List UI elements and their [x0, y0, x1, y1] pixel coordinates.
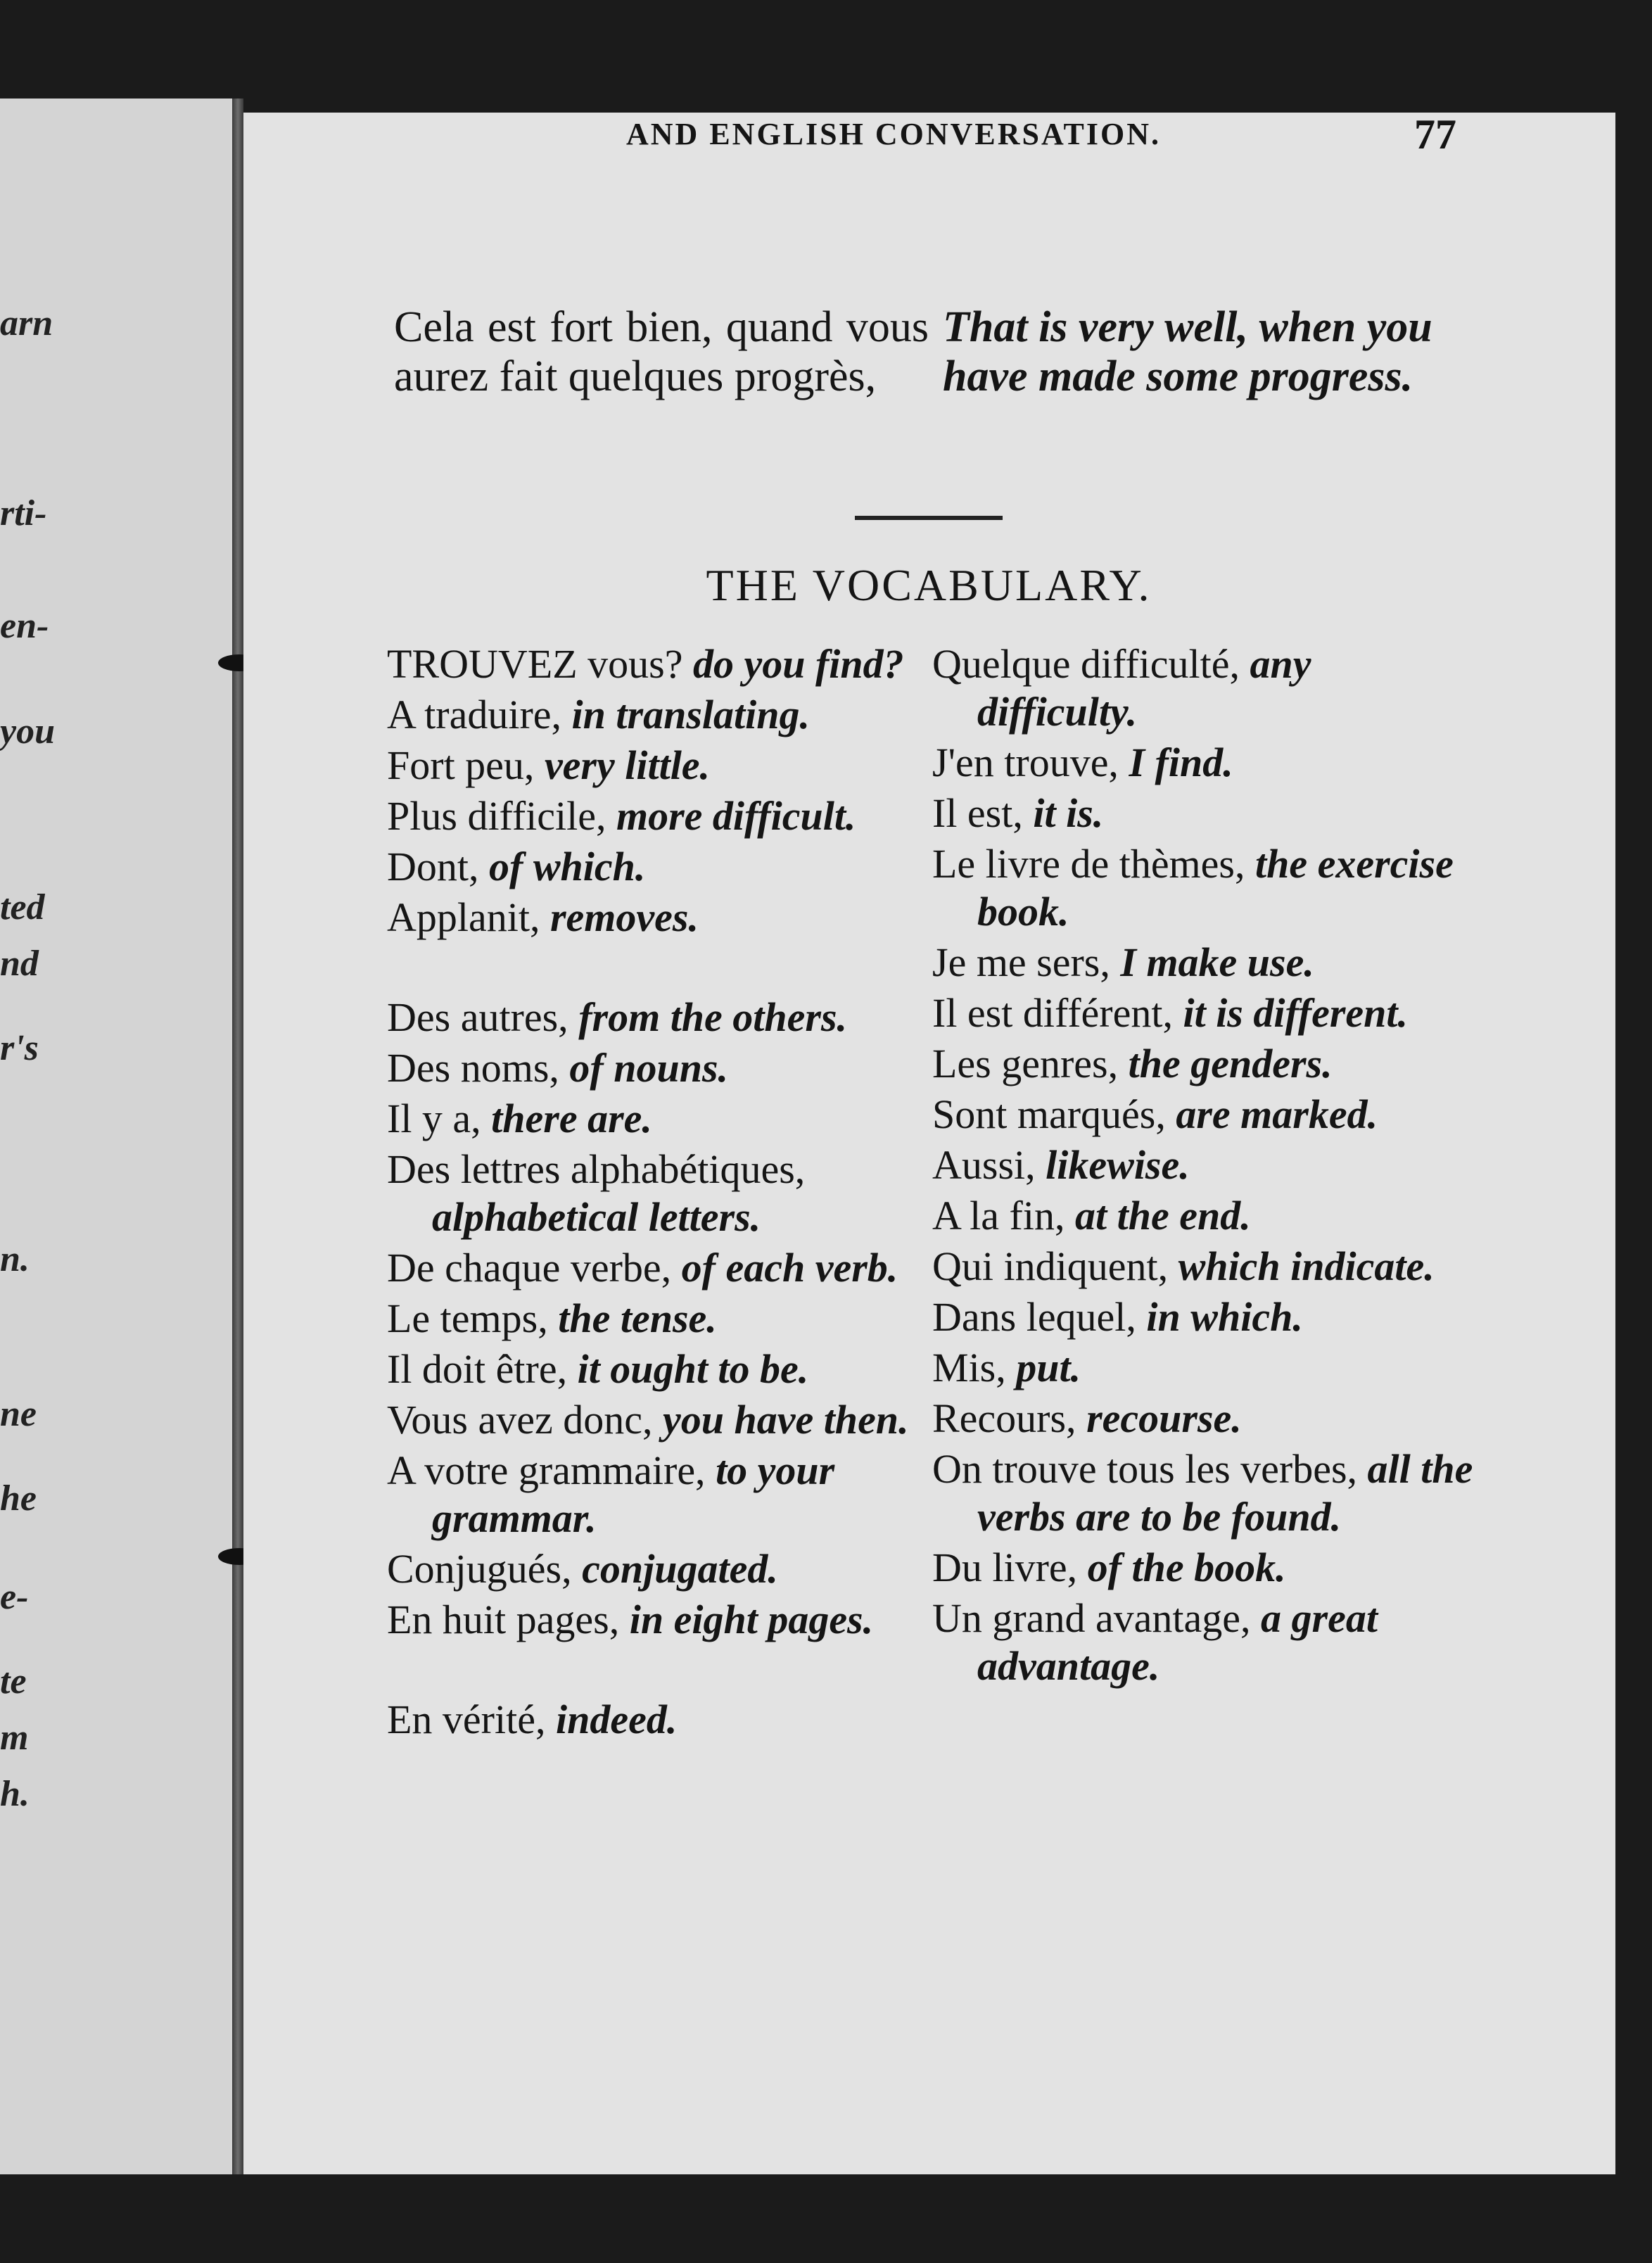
vocab-entry [932, 1344, 1481, 1392]
vocab-french: Recours, [932, 1395, 1076, 1441]
vocab-french: Mis, [932, 1345, 1006, 1390]
vocab-english: it is. [1033, 790, 1104, 836]
vocab-french: A la fin, [932, 1193, 1065, 1238]
vocab-english: more difficult. [616, 793, 856, 839]
vocab-english: conjugated. [582, 1546, 778, 1592]
vocab-english: of which. [489, 844, 646, 889]
vocab-entry [932, 939, 1481, 987]
vocab-french: Quelque difficulté, [932, 641, 1240, 687]
previous-page-text-fragment: he [0, 1478, 37, 1519]
vocab-entry [387, 1244, 936, 1292]
vocab-english: indeed. [555, 1697, 678, 1742]
vocab-english: there are. [491, 1096, 652, 1141]
vocab-french: Des lettres alphabétiques, [387, 1146, 806, 1192]
vocab-entry [387, 742, 936, 790]
page-number: 77 [1414, 111, 1456, 158]
vocab-french: Applanit, [387, 894, 540, 940]
entry-gap [387, 1647, 936, 1696]
vocab-entry [387, 1545, 936, 1593]
previous-page-text-fragment: you [0, 711, 55, 752]
previous-page-text-fragment: en- [0, 606, 49, 646]
vocab-entry [932, 989, 1481, 1037]
vocab-english: recourse. [1086, 1395, 1242, 1441]
vocab-entry [387, 1396, 936, 1444]
vocab-french: Sont marqués, [932, 1091, 1166, 1137]
vocab-english: you have then. [662, 1397, 909, 1443]
vocab-french: Il y a, [387, 1096, 481, 1141]
vocab-entry [932, 1141, 1481, 1189]
vocab-english: a great advantage. [977, 1595, 1378, 1689]
vocab-english: it ought to be. [577, 1346, 809, 1392]
intro-english: That is very well, when you have made some progress. [943, 303, 1432, 400]
vocab-french: Dans lequel, [932, 1294, 1136, 1340]
previous-page-text-fragment: te [0, 1661, 27, 1701]
previous-page-text-fragment: n. [0, 1239, 30, 1279]
previous-page-text-fragment: ted [0, 887, 45, 927]
vocab-entry [387, 1345, 936, 1393]
vocab-french: Je me sers, [932, 939, 1110, 985]
vocab-french: Conjugués, [387, 1546, 572, 1592]
vocabulary-column-left [387, 640, 936, 1747]
vocab-entry [932, 640, 1481, 736]
vocab-english: at the end. [1074, 1193, 1251, 1238]
vocab-english: removes. [549, 894, 699, 940]
vocab-french: Il est différent, [932, 990, 1173, 1036]
vocab-french: Des noms, [387, 1045, 559, 1091]
vocab-french: Qui indiquent, [932, 1243, 1169, 1289]
vocab-entry [387, 640, 936, 688]
vocab-entry [387, 994, 936, 1041]
vocab-english: the genders. [1128, 1041, 1333, 1086]
intro-french: Cela est fort bien, quand vous aurez fait quelques progrès, [394, 303, 929, 400]
vocab-entry [387, 894, 936, 942]
vocab-english: in translating. [571, 692, 811, 737]
vocab-entry [387, 1044, 936, 1092]
intro-passage [394, 303, 1470, 464]
previous-page-text-fragment: e- [0, 1577, 29, 1617]
vocab-french: J'en trouve, [932, 740, 1119, 785]
vocab-english: alphabetical letters. [432, 1194, 761, 1240]
vocabulary-column-right [932, 640, 1481, 1693]
vocab-entry [932, 1091, 1481, 1139]
vocab-english: very little. [544, 742, 711, 788]
vocab-entry [387, 1146, 936, 1241]
vocab-french: Plus difficile, [387, 793, 606, 839]
vocab-english: in eight pages. [629, 1597, 874, 1642]
vocab-english: the exercise book. [977, 841, 1454, 934]
previous-page-edge [0, 99, 239, 2174]
vocab-entry [932, 1395, 1481, 1443]
vocab-english: the tense. [558, 1295, 717, 1341]
vocab-french: Le temps, [387, 1295, 548, 1341]
running-head: AND ENGLISH CONVERSATION. [626, 117, 1161, 151]
previous-page-text-fragment: nd [0, 944, 39, 984]
vocab-entry [932, 1192, 1481, 1240]
vocab-french: On trouve tous les verbes, [932, 1446, 1358, 1492]
vocab-french: En huit pages, [387, 1597, 620, 1642]
page-header [380, 111, 1478, 179]
vocab-french: Il est, [932, 790, 1023, 836]
previous-page-text-fragment: arn [0, 303, 53, 343]
vocab-english: do you find? [692, 641, 904, 687]
vocab-french: Le livre de thèmes, [932, 841, 1245, 887]
vocab-entry [387, 1447, 936, 1542]
vocab-english: from the others. [578, 994, 848, 1040]
vocab-entry [387, 1295, 936, 1343]
vocab-french: Fort peu, [387, 742, 535, 788]
vocab-french: En vérité, [387, 1697, 546, 1742]
vocab-english: put. [1016, 1345, 1081, 1390]
vocab-french: Vous avez donc, [387, 1397, 653, 1443]
vocab-entry [932, 739, 1481, 787]
vocab-entry [932, 790, 1481, 837]
section-divider [855, 516, 1003, 520]
previous-page-text-fragment: rti- [0, 493, 47, 533]
vocab-french: A votre grammaire, [387, 1447, 706, 1493]
vocab-french: De chaque verbe, [387, 1245, 672, 1291]
vocab-entry [932, 1040, 1481, 1088]
vocab-english: likewise. [1046, 1142, 1190, 1188]
vocab-english: are marked. [1176, 1091, 1378, 1137]
vocab-entry [932, 1445, 1481, 1541]
previous-page-text-fragment: r's [0, 1028, 39, 1068]
vocab-french: Il doit être, [387, 1346, 568, 1392]
vocab-french: TROUVEZ vous? [387, 641, 683, 687]
vocab-entry [932, 840, 1481, 936]
vocab-english: I find. [1129, 740, 1233, 785]
vocab-english: in which. [1146, 1294, 1303, 1340]
vocab-english: which indicate. [1178, 1243, 1435, 1289]
vocab-french: Dont, [387, 844, 479, 889]
section-title: THE VOCABULARY. [706, 560, 1152, 610]
vocab-entry [932, 1544, 1481, 1592]
vocab-english: it is different. [1183, 990, 1409, 1036]
vocab-entry [387, 843, 936, 891]
entry-gap [387, 944, 936, 994]
vocab-french: A traduire, [387, 692, 562, 737]
vocab-entry [932, 1243, 1481, 1291]
vocab-english: to your grammar. [432, 1447, 835, 1541]
vocab-entry [387, 1095, 936, 1143]
vocab-english: any difficulty. [977, 641, 1311, 735]
vocab-english: I make use. [1120, 939, 1314, 985]
book-spine [232, 99, 243, 2174]
vocab-entry [387, 792, 936, 840]
vocab-entry [387, 691, 936, 739]
vocab-english: all the verbs are to be found. [977, 1446, 1473, 1540]
vocab-french: Des autres, [387, 994, 568, 1040]
previous-page-text-fragment: m [0, 1718, 29, 1758]
vocab-french: Un grand avantage, [932, 1595, 1251, 1641]
vocab-french: Aussi, [932, 1142, 1036, 1188]
vocab-english: of the book. [1087, 1545, 1286, 1590]
previous-page-text-fragment: ne [0, 1394, 37, 1434]
vocab-french: Du livre, [932, 1545, 1078, 1590]
vocab-entry [387, 1696, 936, 1744]
previous-page-text-fragment: h. [0, 1774, 30, 1814]
vocab-entry [387, 1596, 936, 1644]
vocab-english: of each verb. [681, 1245, 898, 1291]
vocab-entry [932, 1293, 1481, 1341]
vocab-french: Les genres, [932, 1041, 1119, 1086]
vocab-entry [932, 1595, 1481, 1690]
vocab-english: of nouns. [569, 1045, 729, 1091]
